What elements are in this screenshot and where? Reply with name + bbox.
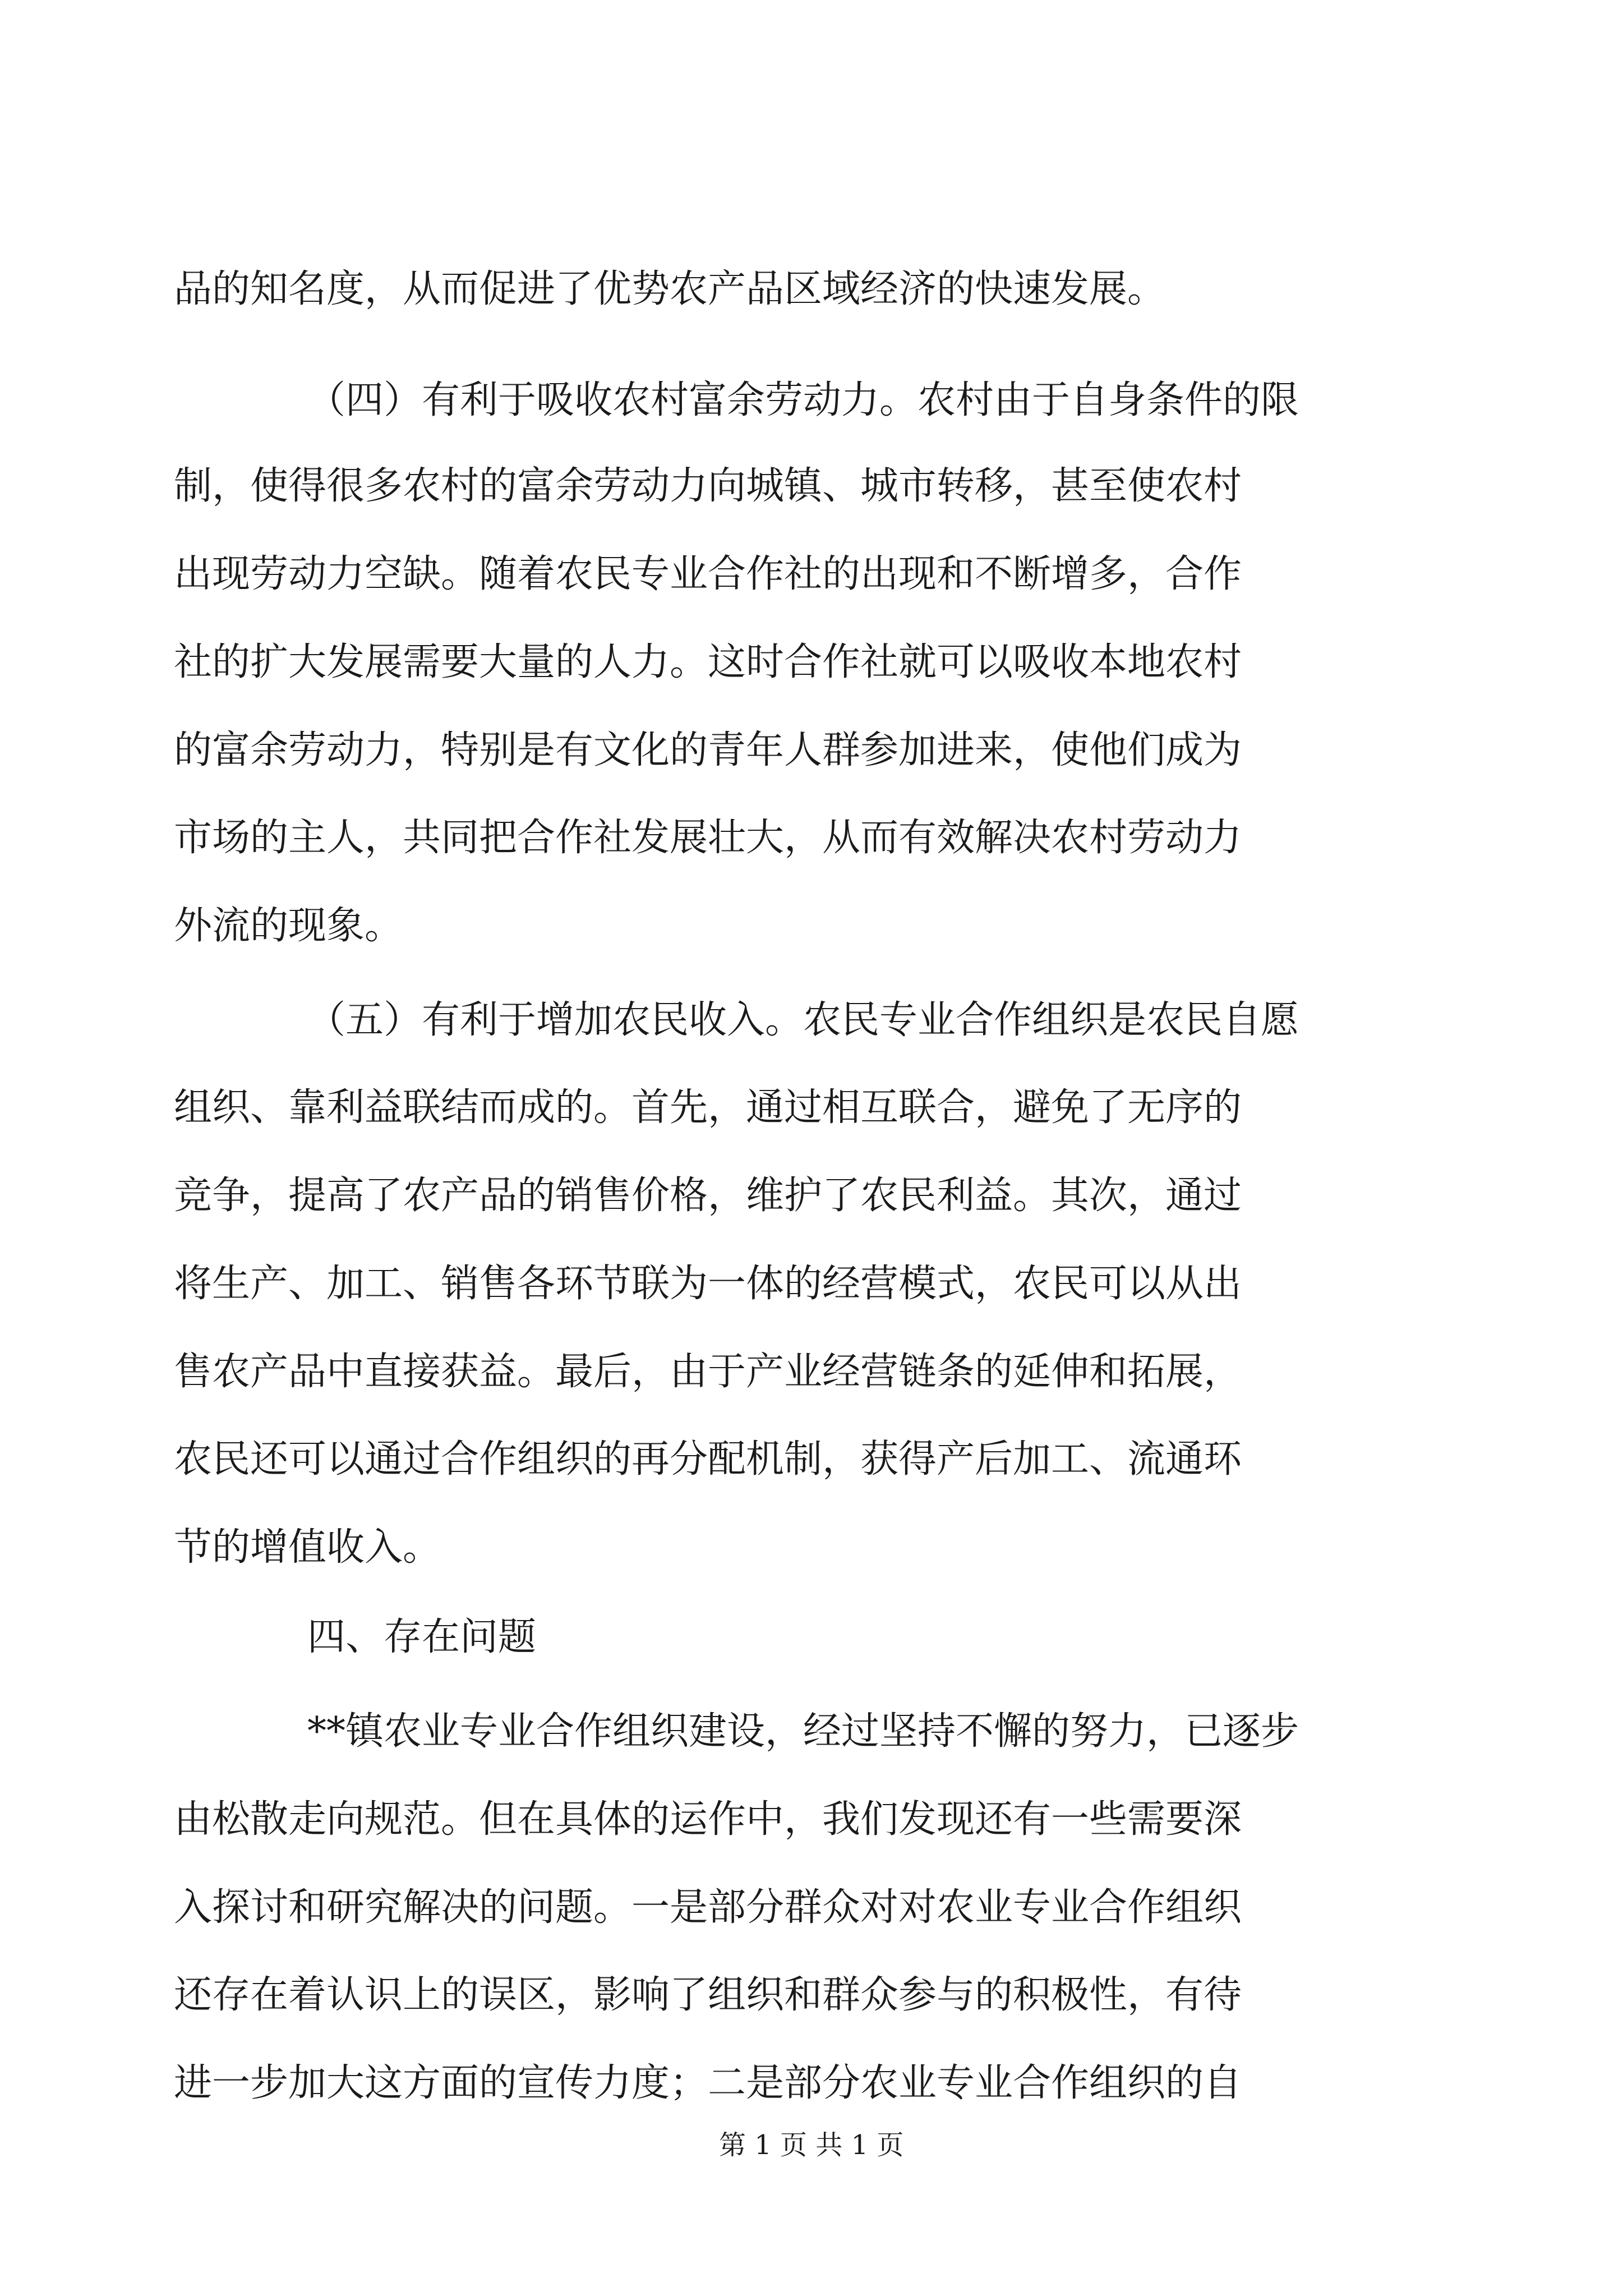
text-line: 市场的主人，共同把合作社发展壮大，从而有效解决农村劳动力 bbox=[174, 816, 1242, 860]
text-line: 的富余劳动力，特别是有文化的青年人群参加进来，使他们成为 bbox=[174, 728, 1242, 772]
text-line: 由松散走向规范。但在具体的运作中，我们发现还有一些需要深 bbox=[174, 1797, 1242, 1842]
text-line: （五）有利于增加农民收入。农民专业合作组织是农民自愿 bbox=[307, 998, 1299, 1042]
text-line: 入探讨和研究解决的问题。一是部分群众对对农业专业合作组织 bbox=[174, 1885, 1242, 1930]
text-line: 外流的现象。 bbox=[174, 904, 403, 948]
text-line: 将生产、加工、销售各环节联为一体的经营模式，农民可以从出 bbox=[174, 1262, 1242, 1306]
page-footer: 第 1 页 共 1 页 bbox=[719, 2129, 904, 2161]
text-line: 进一步加大这方面的宣传力度；二是部分农业专业合作组织的自 bbox=[174, 2061, 1242, 2105]
text-line: 社的扩大发展需要大量的人力。这时合作社就可以吸收本地农村 bbox=[174, 640, 1242, 684]
text-line: 农民还可以通过合作组织的再分配机制，获得产后加工、流通环 bbox=[174, 1437, 1242, 1481]
text-line: （四）有利于吸收农村富余劳动力。农村由于自身条件的限 bbox=[307, 378, 1299, 422]
text-line: 组织、靠利益联结而成的。首先，通过相互联合，避免了无序的 bbox=[174, 1085, 1242, 1130]
text-line: 还存在着认识上的误区，影响了组织和群众参与的积极性，有待 bbox=[174, 1973, 1242, 2017]
section-heading: 四、存在问题 bbox=[307, 1615, 537, 1659]
text-line: 出现劳动力空缺。随着农民专业合作社的出现和不断增多，合作 bbox=[174, 552, 1242, 596]
text-line: 制，使得很多农村的富余劳动力向城镇、城市转移，甚至使农村 bbox=[174, 464, 1242, 508]
text-line: 节的增值收入。 bbox=[174, 1525, 441, 1570]
text-line: 竞争，提高了农产品的销售价格，维护了农民利益。其次，通过 bbox=[174, 1174, 1242, 1218]
text-line: **镇农业专业合作组织建设，经过坚持不懈的努力，已逐步 bbox=[307, 1709, 1299, 1754]
text-line: 售农产品中直接获益。最后，由于产业经营链条的延伸和拓展， bbox=[174, 1350, 1242, 1394]
text-line: 品的知名度，从而促进了优势农产品区域经济的快速发展。 bbox=[174, 267, 1166, 311]
